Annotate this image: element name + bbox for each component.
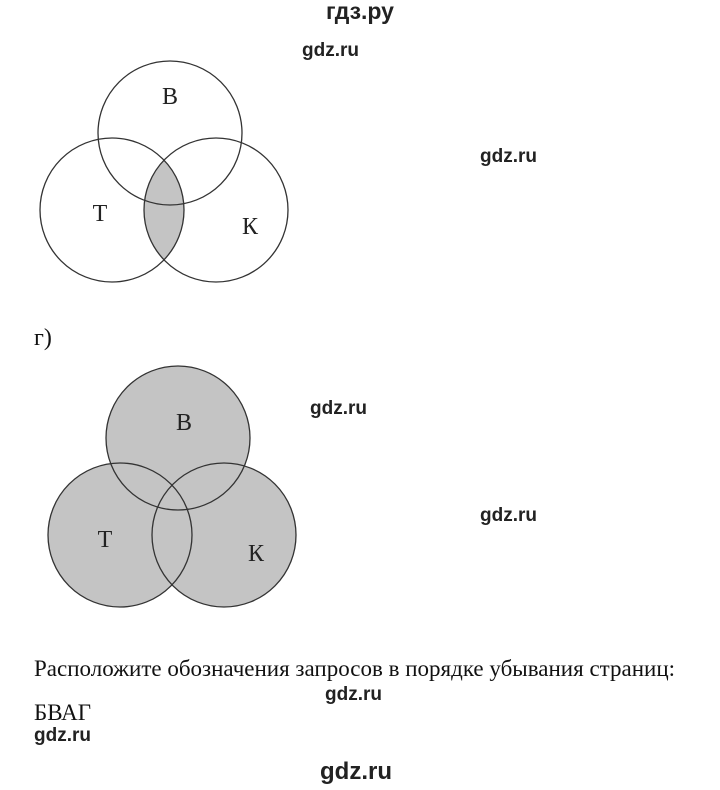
site-watermark-footer: gdz.ru xyxy=(320,758,392,785)
site-watermark: gdz.ru xyxy=(325,684,382,705)
venn-label-k: К xyxy=(247,541,265,567)
item-label-g: г) xyxy=(34,325,52,351)
site-watermark: gdz.ru xyxy=(302,40,359,61)
site-watermark: gdz.ru xyxy=(480,146,537,167)
answer-text: БВАГ xyxy=(34,700,92,725)
site-watermark-header: гдз.ру xyxy=(326,0,394,24)
venn-shaded-region xyxy=(48,366,296,607)
venn-label-v: В xyxy=(175,410,193,436)
venn-label-t: Т xyxy=(92,201,108,227)
site-watermark: gdz.ru xyxy=(310,398,367,419)
site-watermark: gdz.ru xyxy=(34,725,91,746)
venn-diagram-intersection xyxy=(0,0,720,300)
venn-diagram-union xyxy=(0,380,720,680)
question-text: Расположите обозначения запросов в порядке убывания страниц: xyxy=(34,656,676,681)
venn-label-v: В xyxy=(161,84,179,110)
venn-shaded-region xyxy=(144,138,288,282)
venn-label-t: Т xyxy=(97,527,113,553)
venn-label-k: К xyxy=(241,214,259,240)
site-watermark: gdz.ru xyxy=(480,505,537,526)
